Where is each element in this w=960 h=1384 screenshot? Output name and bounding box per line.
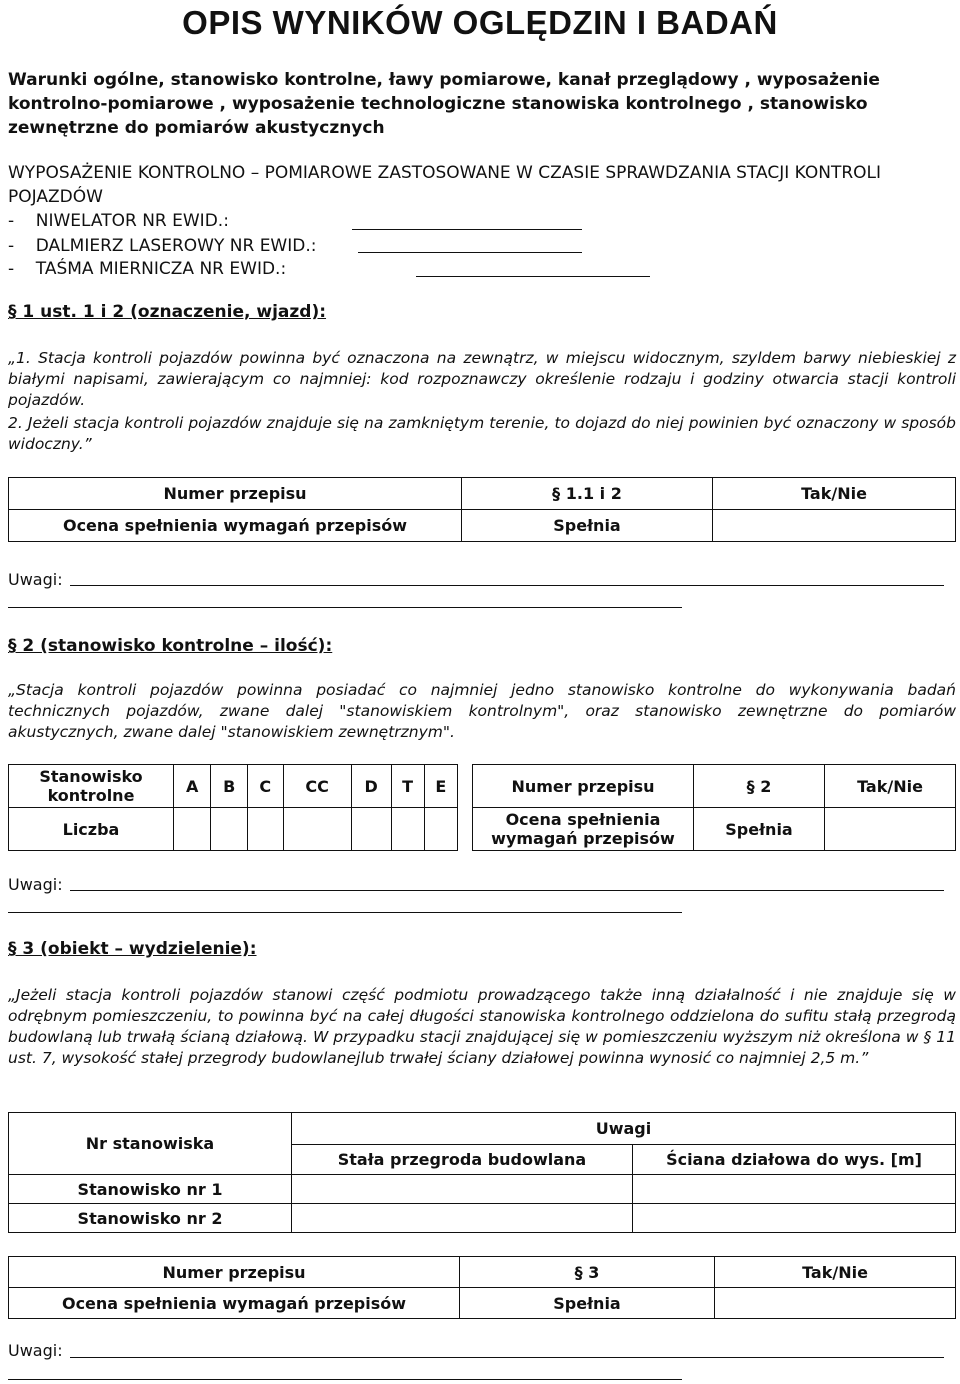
item-dash: - — [8, 259, 15, 279]
cell-result-input[interactable] — [825, 808, 956, 851]
cell-tak-nie: Tak/Nie — [713, 478, 956, 510]
cell-przegroda-1[interactable] — [292, 1175, 633, 1204]
page-title: OPIS WYNIKÓW OGLĘDZIN I BADAŃ — [182, 4, 778, 41]
section2-remarks-line1[interactable] — [70, 889, 944, 891]
cell-result-input[interactable] — [715, 1288, 956, 1319]
cell-col-t: T — [391, 765, 424, 808]
tasma-field[interactable] — [416, 275, 650, 277]
cell-sciana-1[interactable] — [633, 1175, 956, 1204]
cell-count-d[interactable] — [351, 808, 391, 851]
section1-text-p2: 2. Jeżeli stacja kontroli pojazdów znajduje się na zamkniętym terenie, to dojazd do niej powinien być oznaczony w sposób widoczny.” — [8, 414, 956, 453]
cell-tak-nie: Tak/Nie — [715, 1257, 956, 1288]
niwelator-field[interactable] — [352, 228, 582, 230]
dalmierz-field[interactable] — [358, 251, 582, 253]
cell-ocena-label: Ocena spełnienia wymagań przepisów — [9, 1288, 460, 1319]
equipment-heading: WYPOSAŻENIE KONTROLNO – POMIAROWE ZASTOSOWANE W CZASIE SPRAWDZANIA STACJI KONTROLI POJAZDÓW — [8, 163, 882, 207]
equipment-item-niwelator — [8, 209, 229, 233]
cell-sciana-2[interactable] — [633, 1204, 956, 1233]
item-dash: - — [8, 236, 15, 256]
item-label: NIWELATOR NR EWID.: — [35, 211, 229, 231]
cell-ocena-label: Ocena spełnienia wymagań przepisów — [9, 510, 462, 542]
section2-remarks-line2[interactable] — [8, 911, 682, 913]
cell-count-c[interactable] — [248, 808, 284, 851]
cell-count-t[interactable] — [391, 808, 424, 851]
cell-count-b[interactable] — [211, 808, 248, 851]
equipment-item-dalmierz — [8, 234, 316, 258]
cell-spelnia: Spełnia — [460, 1288, 715, 1319]
section1-heading: § 1 ust. 1 i 2 (oznaczenie, wjazd): — [8, 302, 327, 322]
cell-liczba-label: Liczba — [9, 808, 174, 851]
cell-numer-przepisu: Numer przepisu — [9, 1257, 460, 1288]
cell-numer-przepisu: Numer przepisu — [9, 478, 462, 510]
cell-count-e[interactable] — [424, 808, 457, 851]
cell-stanowisko-1: Stanowisko nr 1 — [9, 1175, 292, 1204]
section2-rule-table — [472, 764, 956, 851]
cell-ocena-label: Ocena spełnienia wymagań przepisów — [473, 808, 694, 851]
section1-table — [8, 477, 956, 542]
section2-station-table — [8, 764, 458, 851]
cell-numer-przepisu: Numer przepisu — [473, 765, 694, 808]
cell-uwagi-header: Uwagi — [292, 1113, 956, 1145]
section3-remarks-table — [8, 1112, 956, 1233]
cell-stanowisko-label: Stanowisko kontrolne — [9, 765, 174, 808]
section1-remarks-line1[interactable] — [70, 584, 944, 586]
item-label: TAŚMA MIERNICZA NR EWID.: — [35, 259, 287, 279]
section3-remarks-label: Uwagi: — [8, 1341, 63, 1360]
cell-tak-nie: Tak/Nie — [825, 765, 956, 808]
section2-heading: § 2 (stanowisko kontrolne – ilość): — [8, 636, 333, 656]
section1-remarks-label: Uwagi: — [8, 570, 63, 589]
section3-remarks-line1[interactable] — [70, 1356, 944, 1358]
cell-przepis-number: § 3 — [460, 1257, 715, 1288]
cell-col-b: B — [211, 765, 248, 808]
cell-spelnia: Spełnia — [462, 510, 713, 542]
cell-count-cc[interactable] — [283, 808, 351, 851]
cell-col-e: E — [424, 765, 457, 808]
cell-sciana-header: Ściana działowa do wys. [m] — [633, 1145, 956, 1175]
section3-text: „Jeżeli stacja kontroli pojazdów stanowi część podmiotu prowadzącego także inną działalność i nie znajduje się w odrębnym pomieszczeniu, to powinna być na całej długości stanowiska kontrolnego oddzielona do sufitu stałą przegrodą budowlaną lub trwałą ścianą działową. W przypadku stacji znajdującej się w pomieszczeniu wyższym niż określona w § 11 ust. 7, wysokość stałej przegrody budowlanejlub trwałej ściany działowej powinna wynosić co najmniej 2,5 m.” — [8, 986, 956, 1067]
cell-result-input[interactable] — [713, 510, 956, 542]
cell-col-c: C — [248, 765, 284, 808]
cell-nr-stanowiska: Nr stanowiska — [9, 1113, 292, 1175]
section1-text-p1: „1. Stacja kontroli pojazdów powinna być oznaczona na zewnątrz, w miejscu widocznym, szyldem barwy niebieskiej z białymi napisami, zawierającym co najmniej: kod rozpoznawczy określenie rodzaju i godziny otwarcia stacji kontroli pojazdów. — [8, 349, 956, 409]
item-dash: - — [8, 211, 15, 231]
cell-przepis-number: § 1.1 i 2 — [462, 478, 713, 510]
intro-conditions: Warunki ogólne, stanowisko kontrolne, ławy pomiarowe, kanał przeglądowy , wyposażenie kontrolno-pomiarowe , wyposażenie technologiczne stanowiska kontrolnego , stanowisko zewnętrzne do pomiarów akustycznych — [8, 70, 880, 138]
cell-przegroda-2[interactable] — [292, 1204, 633, 1233]
cell-przegroda-header: Stała przegroda budowlana — [292, 1145, 633, 1175]
cell-col-cc: CC — [283, 765, 351, 808]
cell-stanowisko-2: Stanowisko nr 2 — [9, 1204, 292, 1233]
section3-rule-table — [8, 1256, 956, 1319]
cell-spelnia: Spełnia — [694, 808, 825, 851]
section3-remarks-line2[interactable] — [8, 1378, 682, 1380]
cell-count-a[interactable] — [174, 808, 211, 851]
equipment-item-tasma — [8, 257, 286, 281]
cell-przepis-number: § 2 — [694, 765, 825, 808]
cell-col-d: D — [351, 765, 391, 808]
section1-remarks-line2[interactable] — [8, 606, 682, 608]
cell-col-a: A — [174, 765, 211, 808]
section2-remarks-label: Uwagi: — [8, 875, 63, 894]
item-label: DALMIERZ LASEROWY NR EWID.: — [35, 236, 317, 256]
section3-heading: § 3 (obiekt – wydzielenie): — [8, 939, 257, 959]
section2-text: „Stacja kontroli pojazdów powinna posiadać co najmniej jedno stanowisko kontrolne do wykonywania badań technicznych pojazdów, zwane dalej "stanowiskiem kontrolnym", oraz stanowisko zewnętrzne do pomiarów akustycznych, zwane dalej "stanowiskiem zewnętrznym". — [8, 681, 956, 741]
